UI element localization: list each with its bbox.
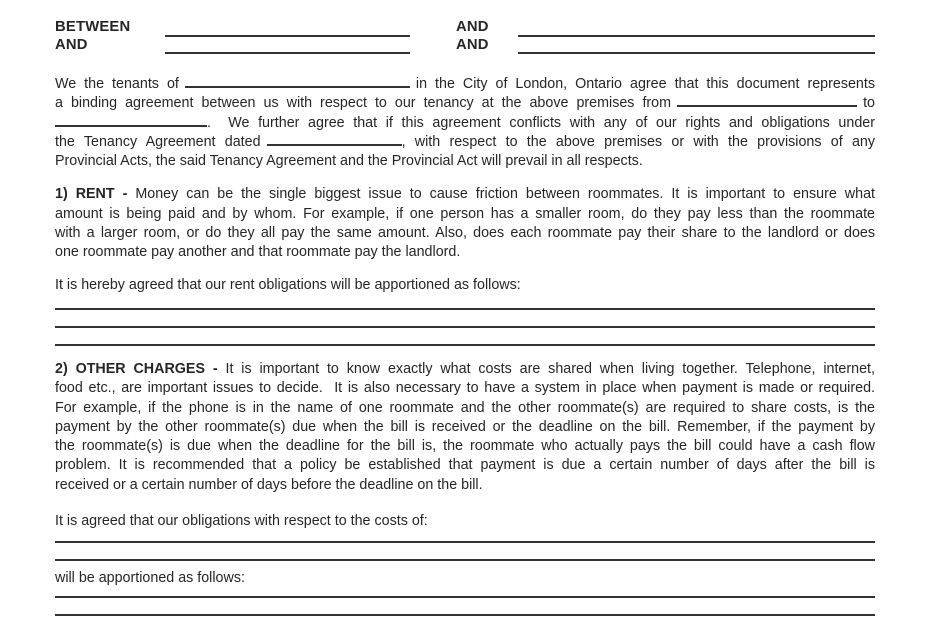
other-charges-line-3: For example, if the phone is in the name of one roommate and the other roommate(s) are required to share costs, is the [55,399,875,416]
between-label: BETWEEN [55,19,131,35]
other-charges-line-5: the roommate(s) is due when the deadline for the bill is, the roommate who actually pays the bill could have a cash flow [55,438,875,455]
and-label-right-2: AND [456,36,489,53]
intro-line-1-before: We the tenants of [55,76,179,92]
party-name-blank-3[interactable] [165,38,410,55]
rent-line-1 [55,185,875,204]
other-charges-line-4: payment by the other roommate(s) due when the bill is received or the deadline on the bill. Remember, if the payment by [55,418,875,435]
costs-writein-line-2[interactable] [55,559,875,561]
and-label-left-2: AND [55,36,88,53]
rent-writein-line-2[interactable] [55,326,875,328]
apportioned-line: will be apportioned as follows: [55,570,245,587]
other-charges-line-1 [55,360,875,379]
other-charges-section [55,360,875,495]
rent-line-1-text: Money can be the single biggest issue to cause friction between roommates. It is important to ensure what [127,186,875,203]
other-charges-section-heading: 2) OTHER CHARGES - [55,360,218,377]
intro-line-3 [55,114,875,133]
premises-address-blank[interactable] [185,75,410,88]
intro-line-4-after: , with respect to the above premises or with the provisions of any [401,133,875,150]
rent-line-3: with a larger room, or do they all pay the same amount. Also, does each roommate pay their share to the landlord or does [55,225,875,242]
header-spacer [410,20,456,38]
other-charges-line-7: received or a certain number of days before the deadline on the bill. [55,476,483,493]
intro-line-1 [55,75,875,94]
party-name-blank-1[interactable] [165,20,410,37]
tenancy-agreement-date-blank[interactable] [267,133,402,146]
tenancy-start-date-blank[interactable] [677,94,857,107]
intro-line-4 [55,133,875,152]
rent-writein-line-1[interactable] [55,308,875,310]
parties-header [55,20,875,55]
rent-line-4: one roommate pay another and that roommate pay the landlord. [55,244,461,261]
intro-line-2-before: a binding agreement between us with respect to our tenancy at the above premises from [55,95,672,112]
rent-writein-line-3[interactable] [55,344,875,346]
costs-writein-line-1[interactable] [55,541,875,543]
party-name-blank-4[interactable] [518,38,875,55]
rent-agreement-line: It is hereby agreed that our rent obligations will be apportioned as follows: [55,276,521,293]
apportioned-writein-line-2[interactable] [55,614,875,616]
intro-line-2-after: to [863,95,875,112]
intro-paragraph [55,75,875,171]
rent-line-2: amount is being paid and by whom. For example, if one person has a smaller room, do they pay less than the roommate [55,205,875,222]
party-name-blank-2[interactable] [518,20,875,37]
intro-line-2 [55,94,875,113]
rent-section-heading: 1) RENT - [55,186,128,203]
intro-line-4-before: the Tenancy Agreement dated [55,133,261,150]
costs-agreement-line: It is agreed that our obligations with respect to the costs of: [55,513,428,530]
other-charges-line-1-text: It is important to know exactly what costs are shared when living together. Telephone, internet, [217,360,875,377]
rent-section [55,185,875,262]
and-label-right-1: AND [456,19,489,35]
other-charges-line-6: problem. It is recommended that a policy be established that payment is due a certain number of days after the bill is [55,457,875,474]
intro-line-3-after: . We further agree that if this agreement conflicts with any of our rights and obligations under [207,114,875,131]
tenancy-end-date-blank[interactable] [55,114,207,127]
other-charges-line-2: food etc., are important issues to decide. It is also necessary to have a system in place when payment is made or required. [55,380,875,397]
intro-line-1-after: in the City of London, Ontario agree that this document represents [415,76,875,92]
apportioned-writein-line-1[interactable] [55,596,875,598]
intro-line-5: Provincial Acts, the said Tenancy Agreement and the Provincial Act will prevail in all respects. [55,153,643,170]
header-spacer [410,38,456,56]
